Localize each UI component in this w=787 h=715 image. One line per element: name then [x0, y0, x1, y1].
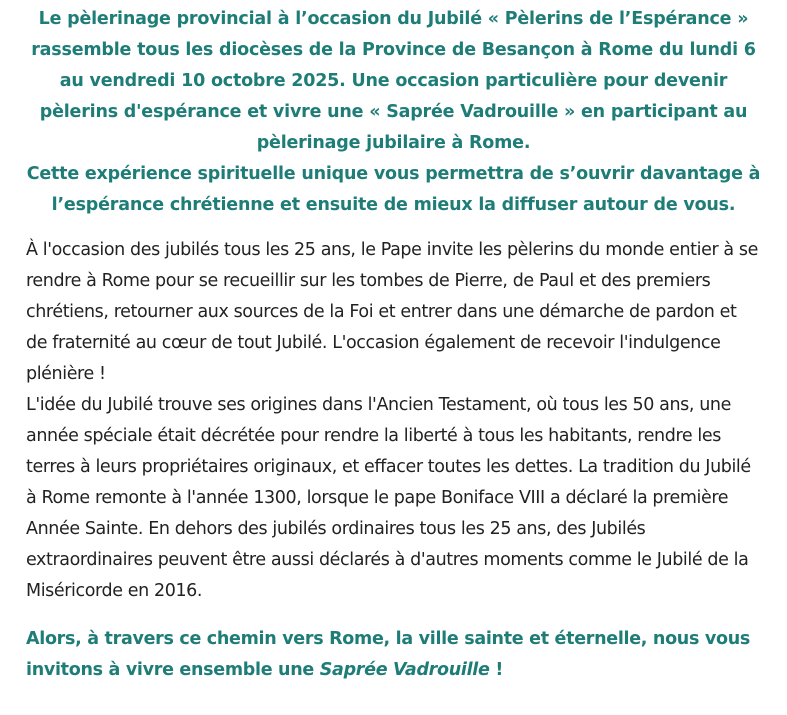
closing-emphasis: Saprée Vadrouille	[319, 660, 490, 680]
body-block	[26, 235, 761, 607]
intro-paragraph-1: Le pèlerinage provincial à l’occasion du Jubilé « Pèlerins de l’Espérance » rassemble tous les diocèses de la Province de Besançon à Rome du lundi 6 au vendredi 10 octobre 2025. Une occasion particulière pour devenir pèlerins d'espérance et vivre une « Saprée Vadrouille » en participant au pèlerinage jubilaire à Rome.	[31, 9, 756, 153]
intro-block	[26, 4, 761, 221]
closing-text-after: !	[489, 660, 504, 680]
body-paragraph-2: L'idée du Jubilé trouve ses origines dans l'Ancien Testament, où tous les 50 ans, une année spéciale était décrétée pour rendre la liberté à tous les habitants, rendre les terres à leurs propriétaires originaux, et effacer toutes les dettes. La tradition du Jubilé à Rome remonte à l'année 1300, lorsque le pape Boniface VIII a déclaré la première Année Sainte. En dehors des jubilés ordinaires tous les 25 ans, des Jubilés extraordinaires peuvent être aussi déclarés à d'autres moments comme le Jubilé de la Miséricorde en 2016.	[26, 395, 751, 601]
closing-paragraph	[26, 624, 761, 686]
closing-block	[26, 624, 761, 686]
intro-paragraph-2: Cette expérience spirituelle unique vous permettra de s’ouvrir davantage à l’espérance chrétienne et ensuite de mieux la diffuser autour de vous.	[26, 164, 761, 215]
body-paragraph-1: À l'occasion des jubilés tous les 25 ans, le Pape invite les pèlerins du monde entier à se rendre à Rome pour se recueillir sur les tombes de Pierre, de Paul et des premiers chrétiens, retourner aux sources de la Foi et entrer dans une démarche de pardon et de fraternité au cœur de tout Jubilé. L'occasion également de recevoir l'indulgence plénière !	[26, 240, 758, 384]
closing-text-before: Alors, à travers ce chemin vers Rome, la ville sainte et éternelle, nous vous invitons à vivre ensemble une	[26, 629, 750, 680]
